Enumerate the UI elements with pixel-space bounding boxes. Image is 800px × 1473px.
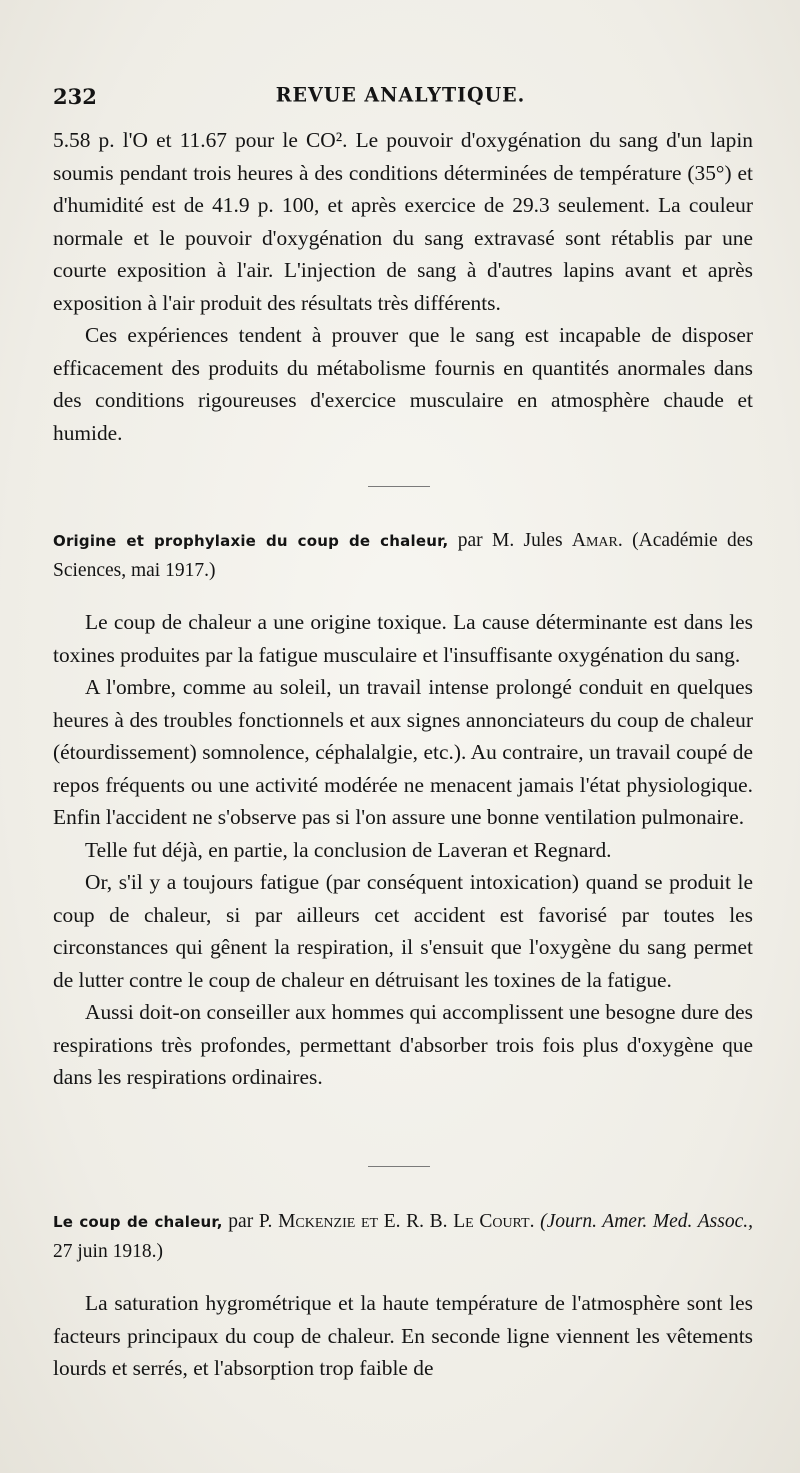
article-heading [53,1207,753,1267]
article-by: par [448,530,492,551]
article-by: par [222,1211,259,1232]
page-header [53,84,748,114]
article-source: . (Académie des Sciences, mai 1917.) [53,530,753,581]
article-heading [53,526,753,586]
article-author-first: M. Jules [491,530,572,551]
section-continuation [53,124,753,449]
article-origine [53,526,753,1094]
article-coup-de-chaleur [53,1207,753,1385]
article-title: Origine et prophylaxie du coup de chaleur, [53,532,449,550]
page-number: 232 [53,84,97,109]
paragraph: Aussi doit-on conseiller aux hommes qui accomplissent une besogne dure des respirations très profondes, permettant d'absorber trois fois plus d'oxygène que dans les respirations ordinaires. [53,1000,753,1089]
paragraph: La saturation hygrométrique et la haute température de l'atmosphère sont les facteurs principaux du coup de chaleur. En seconde ligne viennent les vêtements lourds et serrés, et l'absorption trop faible de [53,1291,753,1380]
paragraph: 5.58 p. l'O et 11.67 pour le CO². Le pouvoir d'oxygénation du sang d'un lapin soumis pendant trois heures à des conditions déterminées de température (35°) et d'humidité est de 41.9 p. 100, et après exercice de 29.3 seulement. La couleur normale et le pouvoir d'oxygénation du sang extravasé sont rétablis par une courte exposition à l'air. L'injection de sang à d'autres lapins avant et après exposition à l'air produit des résultats très différents. [53,128,753,315]
section-divider [368,1166,430,1167]
article-source-journal: (Journ. Amer. Med. Assoc., [540,1211,753,1232]
paragraph: Telle fut déjà, en partie, la conclusion de Laveran et Regnard. [85,837,612,862]
running-title: REVUE ANALYTIQUE. [275,83,526,107]
article-author-last: Amar [571,530,618,551]
article-source-date: 27 juin 1918.) [53,1241,163,1262]
article-title: Le coup de chaleur, [53,1213,223,1231]
paragraph: Ces expériences tendent à prouver que le sang est incapable de disposer efficacement des produits du métabolisme fournis en quantités anormales dans des conditions rigoureuses d'exercice musculaire en atmosphère chaude et humide. [53,323,753,445]
paragraph: A l'ombre, comme au soleil, un travail intense prolongé conduit en quelques heures à des troubles fonctionnels et aux signes annonciateurs du coup de chaleur (étourdissement) somnolence, céphalalgie, etc.). Au contraire, un travail coupé de repos fréquents ou une activité modérée ne menacent jamais l'état physiologique. Enfin l'accident ne s'observe pas si l'on assure une bonne ventilation pulmonaire. [53,675,753,829]
paragraph: Le coup de chaleur a une origine toxique. La cause déterminante est dans les toxines produites par la fatigue musculaire et l'insuffisante oxygénation du sang. [53,610,753,667]
paragraph: Or, s'il y a toujours fatigue (par conséquent intoxication) quand se produit le coup de chaleur, si par ailleurs cet accident est favorisé par toutes les circonstances qui gênent la respiration, il s'ensuit que l'oxygène du sang permet de lutter contre le coup de chaleur en détruisant les toxines de la fatigue. [53,870,753,992]
section-divider [368,486,430,487]
article-authors: P. Mckenzie et E. R. B. Le Court. [258,1211,535,1232]
